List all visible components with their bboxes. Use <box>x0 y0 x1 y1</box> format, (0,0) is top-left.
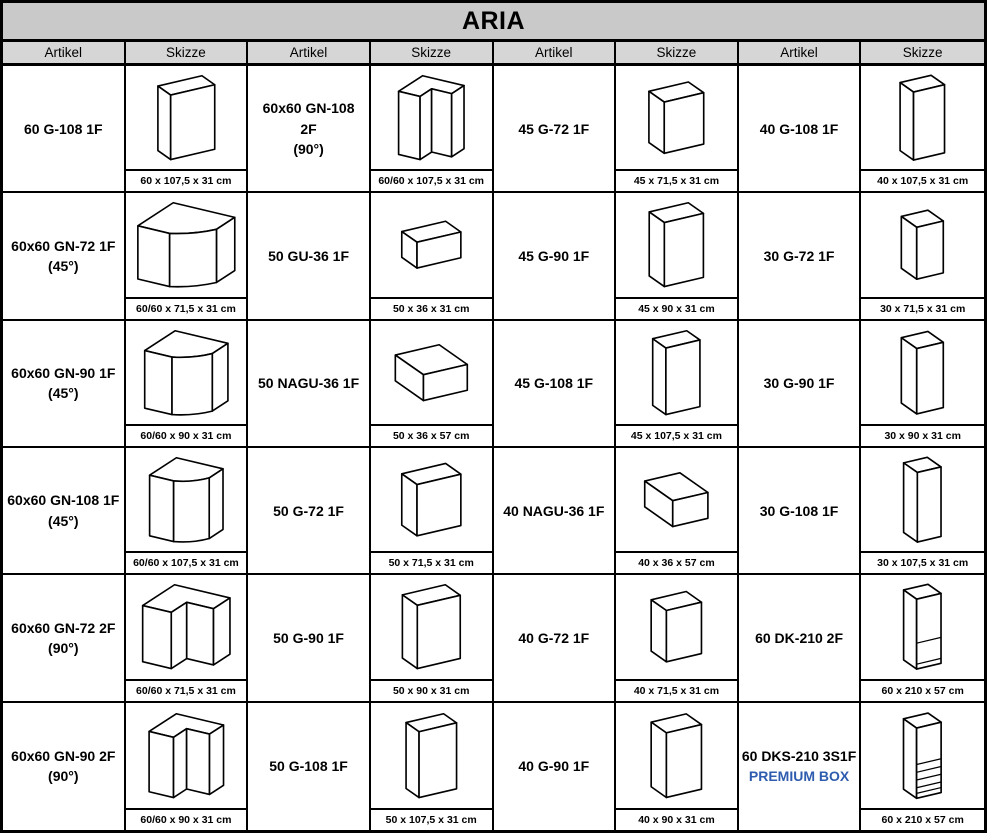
article-cell <box>494 66 617 193</box>
sketch-cell <box>126 66 249 193</box>
sketch-area <box>861 193 984 296</box>
article-code-line: 40 G-90 1F <box>518 758 590 775</box>
sketch-cell <box>616 575 739 702</box>
cabinet-sketch <box>861 703 984 808</box>
cabinet-sketch <box>616 448 737 551</box>
article-code-line: 60x60 GN-90 1F <box>11 365 116 382</box>
article-code <box>11 363 115 404</box>
sketch-cell <box>126 448 249 575</box>
dims-caption: 60/60 x 71,5 x 31 cm <box>126 679 247 701</box>
article-cell <box>3 321 126 448</box>
dims-caption: 50 x 36 x 31 cm <box>371 297 492 319</box>
column-header-artikel: Artikel <box>494 42 617 66</box>
article-code-line: 60x60 GN-108 1F <box>7 492 120 509</box>
cabinet-sketch <box>616 321 737 424</box>
cabinet-sketch <box>616 193 737 296</box>
page-title: ARIA <box>3 3 984 42</box>
sketch-cell <box>371 575 494 702</box>
sketch-area <box>616 703 737 808</box>
cabinet-sketch <box>861 575 984 678</box>
article-cell <box>739 66 862 193</box>
column-header-artikel: Artikel <box>248 42 371 66</box>
dims-caption: 60 x 210 x 57 cm <box>861 679 984 701</box>
dims-caption: 60/60 x 107,5 x 31 cm <box>126 551 247 573</box>
article-code-line: 40 NAGU-36 1F <box>503 502 605 519</box>
column-header-artikel: Artikel <box>3 42 126 66</box>
article-cell <box>494 575 617 702</box>
cabinet-sketch <box>861 448 984 551</box>
sketch-area <box>616 575 737 678</box>
article-code <box>11 618 115 659</box>
cabinet-sketch <box>126 193 247 296</box>
cabinet-sketch <box>616 575 737 678</box>
article-code <box>518 119 589 139</box>
article-cell <box>739 703 862 830</box>
sketch-cell <box>126 703 249 830</box>
sketch-cell <box>861 66 984 193</box>
sketch-cell <box>371 448 494 575</box>
article-code <box>273 628 344 648</box>
cabinet-sketch <box>126 66 247 169</box>
article-code <box>764 246 835 266</box>
sketch-cell <box>861 448 984 575</box>
article-cell <box>248 448 371 575</box>
premium-box-label: PREMIUM BOX <box>748 768 850 785</box>
sketch-area <box>371 321 492 424</box>
cabinet-sketch <box>126 321 247 424</box>
article-cell <box>494 193 617 320</box>
article-code <box>273 501 344 521</box>
cabinet-sketch <box>371 66 492 169</box>
article-code <box>518 628 589 648</box>
column-header-skizze: Skizze <box>616 42 739 66</box>
sketch-cell <box>861 703 984 830</box>
article-code-line: 2F <box>300 120 317 137</box>
dims-caption: 30 x 107,5 x 31 cm <box>861 551 984 573</box>
article-code-line: (90°) <box>293 140 324 157</box>
article-code-line: 60x60 GN-72 2F <box>11 619 116 636</box>
sketch-cell <box>861 575 984 702</box>
article-cell <box>3 66 126 193</box>
article-code <box>7 490 119 531</box>
sketch-cell <box>616 66 739 193</box>
article-code-line: 60x60 GN-72 1F <box>11 237 116 254</box>
article-cell <box>248 321 371 448</box>
article-code-line: 60x60 GN-90 2F <box>11 748 116 765</box>
article-code <box>269 756 348 776</box>
sketch-area <box>371 66 492 169</box>
sketch-area <box>861 448 984 551</box>
cabinet-sketch <box>126 575 247 678</box>
dims-caption: 30 x 90 x 31 cm <box>861 424 984 446</box>
article-code <box>11 236 115 277</box>
sketch-area <box>861 321 984 424</box>
sketch-area <box>371 703 492 808</box>
article-code-line: (45°) <box>48 385 79 402</box>
article-code-line: 40 G-108 1F <box>759 120 839 137</box>
article-code-line: 45 G-90 1F <box>518 247 590 264</box>
column-header-skizze: Skizze <box>371 42 494 66</box>
dims-caption: 60/60 x 90 x 31 cm <box>126 808 247 830</box>
article-code <box>760 119 839 139</box>
article-cell <box>739 575 862 702</box>
cabinet-sketch <box>126 448 247 551</box>
cabinet-sketch <box>616 703 737 808</box>
dims-caption: 40 x 36 x 57 cm <box>616 551 737 573</box>
cabinet-sketch <box>616 66 737 169</box>
article-code <box>755 628 843 648</box>
sketch-area <box>126 66 247 169</box>
sketch-cell <box>861 321 984 448</box>
sketch-cell <box>616 703 739 830</box>
article-code-line: 50 GU-36 1F <box>268 247 350 264</box>
article-code <box>742 746 856 787</box>
dims-caption: 40 x 90 x 31 cm <box>616 808 737 830</box>
sketch-cell <box>126 575 249 702</box>
article-code-line: (45°) <box>48 257 79 274</box>
cabinet-sketch <box>861 193 984 296</box>
dims-caption: 45 x 107,5 x 31 cm <box>616 424 737 446</box>
dims-caption: 45 x 71,5 x 31 cm <box>616 169 737 191</box>
article-code-line: 60 DK-210 2F <box>755 629 844 646</box>
sketch-area <box>616 66 737 169</box>
article-code <box>764 373 835 393</box>
article-code-line: (90°) <box>48 768 79 785</box>
article-code <box>760 501 839 521</box>
sketch-area <box>126 575 247 678</box>
article-code <box>518 756 589 776</box>
sketch-area <box>861 703 984 808</box>
article-cell <box>494 703 617 830</box>
dims-caption: 60/60 x 71,5 x 31 cm <box>126 297 247 319</box>
sketch-cell <box>126 193 249 320</box>
column-header-artikel: Artikel <box>739 42 862 66</box>
article-code-line: 50 G-72 1F <box>273 502 344 519</box>
sketch-cell <box>861 193 984 320</box>
dims-caption: 50 x 90 x 31 cm <box>371 679 492 701</box>
sketch-cell <box>616 448 739 575</box>
article-code-line: 40 G-72 1F <box>518 629 590 646</box>
sketch-area <box>126 193 247 296</box>
dims-caption: 40 x 107,5 x 31 cm <box>861 169 984 191</box>
article-cell <box>3 193 126 320</box>
cabinet-sketch <box>861 321 984 424</box>
dims-caption: 50 x 71,5 x 31 cm <box>371 551 492 573</box>
dims-caption: 60 x 210 x 57 cm <box>861 808 984 830</box>
article-cell <box>248 193 371 320</box>
article-cell <box>3 703 126 830</box>
article-cell <box>739 193 862 320</box>
cabinet-sketch <box>861 66 984 169</box>
article-cell <box>3 575 126 702</box>
dims-caption: 40 x 71,5 x 31 cm <box>616 679 737 701</box>
sketch-cell <box>371 66 494 193</box>
article-code <box>258 373 359 393</box>
sketch-area <box>371 193 492 296</box>
sketch-area <box>616 193 737 296</box>
article-cell <box>3 448 126 575</box>
article-code <box>263 98 355 159</box>
article-code-line: 50 G-108 1F <box>269 758 348 775</box>
article-code <box>515 373 594 393</box>
article-code <box>518 246 589 266</box>
sketch-cell <box>616 193 739 320</box>
cabinet-sketch <box>371 575 492 678</box>
sketch-area <box>616 321 737 424</box>
article-code <box>503 501 604 521</box>
sketch-cell <box>371 703 494 830</box>
column-header-skizze: Skizze <box>861 42 984 66</box>
sketch-area <box>371 575 492 678</box>
article-cell <box>248 66 371 193</box>
cabinet-sketch <box>371 193 492 296</box>
article-code <box>11 746 115 787</box>
sketch-area <box>371 448 492 551</box>
column-header-skizze: Skizze <box>126 42 249 66</box>
cabinet-sketch <box>371 703 492 808</box>
dims-caption: 60 x 107,5 x 31 cm <box>126 169 247 191</box>
article-code-line: 45 G-72 1F <box>518 120 590 137</box>
sketch-area <box>126 703 247 808</box>
article-code-line: 45 G-108 1F <box>514 375 594 392</box>
article-code-line: 30 G-90 1F <box>763 375 835 392</box>
article-code-line: 60x60 GN-108 <box>262 100 355 117</box>
article-cell <box>248 575 371 702</box>
article-cell <box>248 703 371 830</box>
sketch-cell <box>616 321 739 448</box>
dims-caption: 60/60 x 90 x 31 cm <box>126 424 247 446</box>
article-code-line: (90°) <box>48 639 79 656</box>
article-cell <box>739 448 862 575</box>
dims-caption: 50 x 107,5 x 31 cm <box>371 808 492 830</box>
dims-caption: 30 x 71,5 x 31 cm <box>861 297 984 319</box>
sketch-area <box>861 66 984 169</box>
article-code-line: 30 G-72 1F <box>763 247 835 264</box>
article-cell <box>494 321 617 448</box>
article-code-line: 60 G-108 1F <box>24 120 103 137</box>
sketch-area <box>861 575 984 678</box>
sketch-cell <box>371 193 494 320</box>
article-code-line: 60 DKS-210 3S1F <box>741 748 857 765</box>
article-code-line: 50 NAGU-36 1F <box>257 375 360 392</box>
sketch-cell <box>371 321 494 448</box>
cabinet-sketch <box>126 703 247 808</box>
article-code-line: 50 G-90 1F <box>273 629 344 646</box>
dims-caption: 60/60 x 107,5 x 31 cm <box>371 169 492 191</box>
article-code-line: 30 G-108 1F <box>759 502 839 519</box>
sketch-area <box>126 448 247 551</box>
cabinet-sketch <box>371 321 492 424</box>
article-code-line: (45°) <box>48 512 79 529</box>
sketch-area <box>616 448 737 551</box>
article-code <box>268 246 349 266</box>
article-cell <box>494 448 617 575</box>
dims-caption: 50 x 36 x 57 cm <box>371 424 492 446</box>
article-cell <box>739 321 862 448</box>
sketch-cell <box>126 321 249 448</box>
article-code <box>24 119 103 139</box>
sketch-area <box>126 321 247 424</box>
dims-caption: 45 x 90 x 31 cm <box>616 297 737 319</box>
cabinet-sketch <box>371 448 492 551</box>
